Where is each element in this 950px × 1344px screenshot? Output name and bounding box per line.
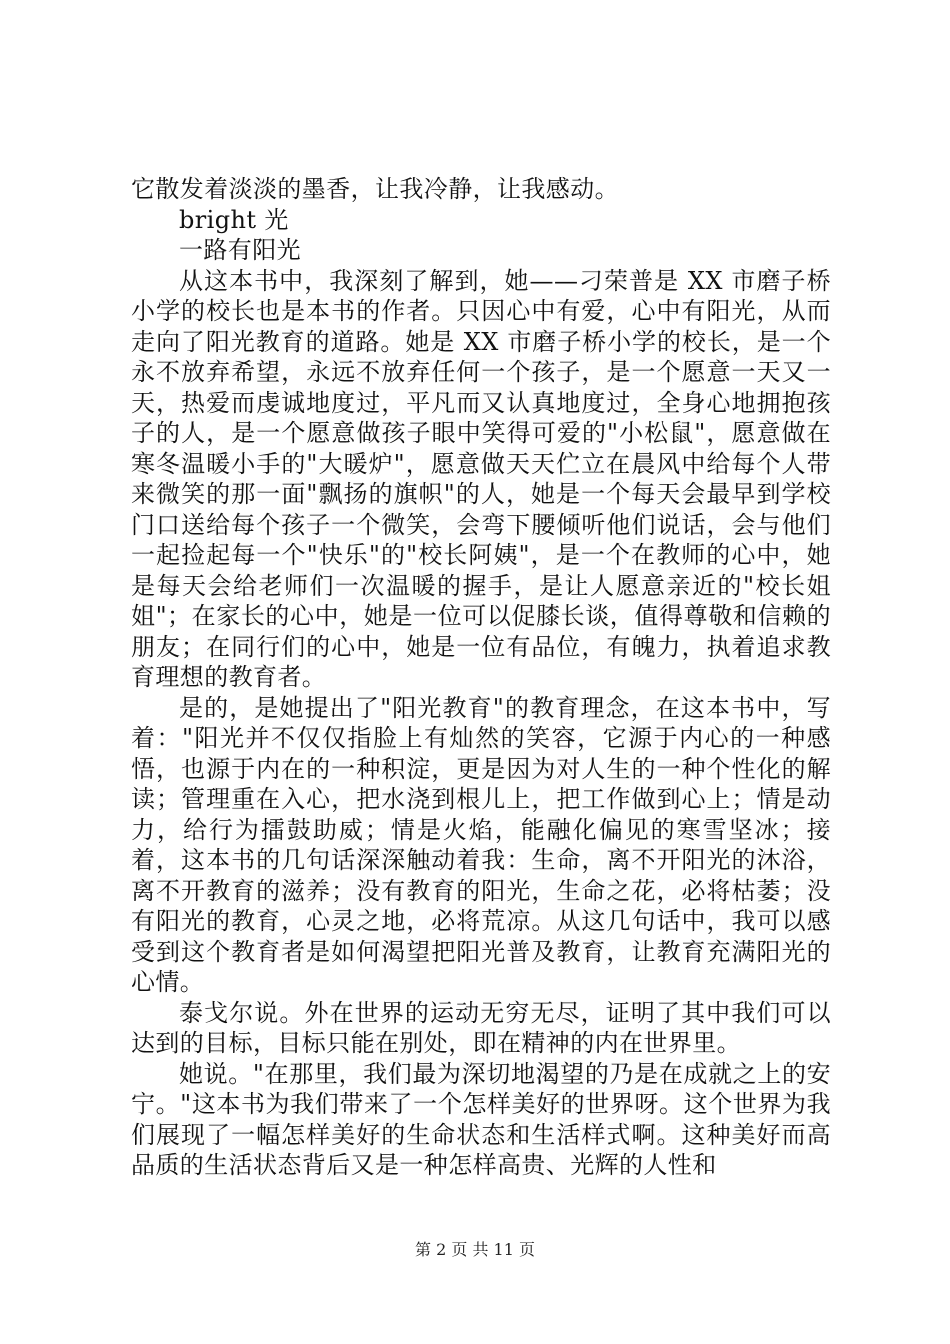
section-title: 一路有阳光 bbox=[179, 236, 301, 264]
section-subtitle: bright 光 bbox=[179, 205, 289, 234]
paragraph-continuation: 它散发着淡淡的墨香，让我冷静，让我感动。 bbox=[131, 175, 619, 203]
paragraph: 泰戈尔说。外在世界的运动无穷无尽，证明了其中我们可以达到的目标，目标只能在别处，即在精神的内在世界里。 bbox=[131, 998, 831, 1057]
page-number-footer: 第 2 页 共 11 页 bbox=[415, 1240, 535, 1259]
paragraph: 她说。"在那里，我们最为深切地渴望的乃是在成就之上的安宁。"这本书为我们带来了一个怎样美好的世界呀。这个世界为我们展现了一幅怎样美好的生命状态和生活样式啊。这种美好而高品质的生活状态背后又是一种怎样高贵、光辉的人性和 bbox=[131, 1059, 831, 1179]
paragraph: 是的，是她提出了"阳光教育"的教育理念，在这本书中，写着："阳光并不仅仅指脸上有灿然的笑容，它源于内心的一种感悟，也源于内在的一种积淀，更是因为对人生的一种个性化的解读；管理重在入心，把水浇到根儿上，把工作做到心上；情是动力，给行为擂鼓助威；情是火焰，能融化偏见的寒雪坚冰；接着，这本书的几句话深深触动着我：生命，离不开阳光的沐浴，离不开教育的滋养；没有教育的阳光，生命之花，必将枯萎；没有阳光的教育，心灵之地，必将荒凉。从这几句话中，我可以感受到这个教育者是如何渴望把阳光普及教育，让教育充满阳光的心情。 bbox=[131, 693, 831, 996]
paragraph: 从这本书中，我深刻了解到，她——刁荣普是 XX 市磨子桥小学的校长也是本书的作者。只因心中有爱，心中有阳光，从而走向了阳光教育的道路。她是 XX 市磨子桥小学的校长，是一个永不放弃希望，永远不放弃任何一个孩子，是一个愿意一天又一天，热爱而虔诚地度过，平凡而又认真地度过，全身心地拥抱孩子的人，是一个愿意做孩子眼中笑得可爱的"小松鼠"，愿意做在寒冬温暖小手的"大暖炉"，愿意做天天伫立在晨风中给每个人带来微笑的那一面"飘扬的旗帜"的人，她是一个每天会最早到学校门口送给每个孩子一个微笑，会弯下腰倾听他们说话，会与他们一起捡起每一个"快乐"的"校长阿姨"，是一个在教师的心中，她是每天会给老师们一次温暖的握手，是让人愿意亲近的"校长姐姐"；在家长的心中，她是一位可以促膝长谈，值得尊敬和信赖的朋友；在同行们的心中，她是一位有品位，有魄力，执着追求教育理想的教育者。 bbox=[131, 266, 831, 691]
document-body bbox=[131, 174, 831, 1181]
